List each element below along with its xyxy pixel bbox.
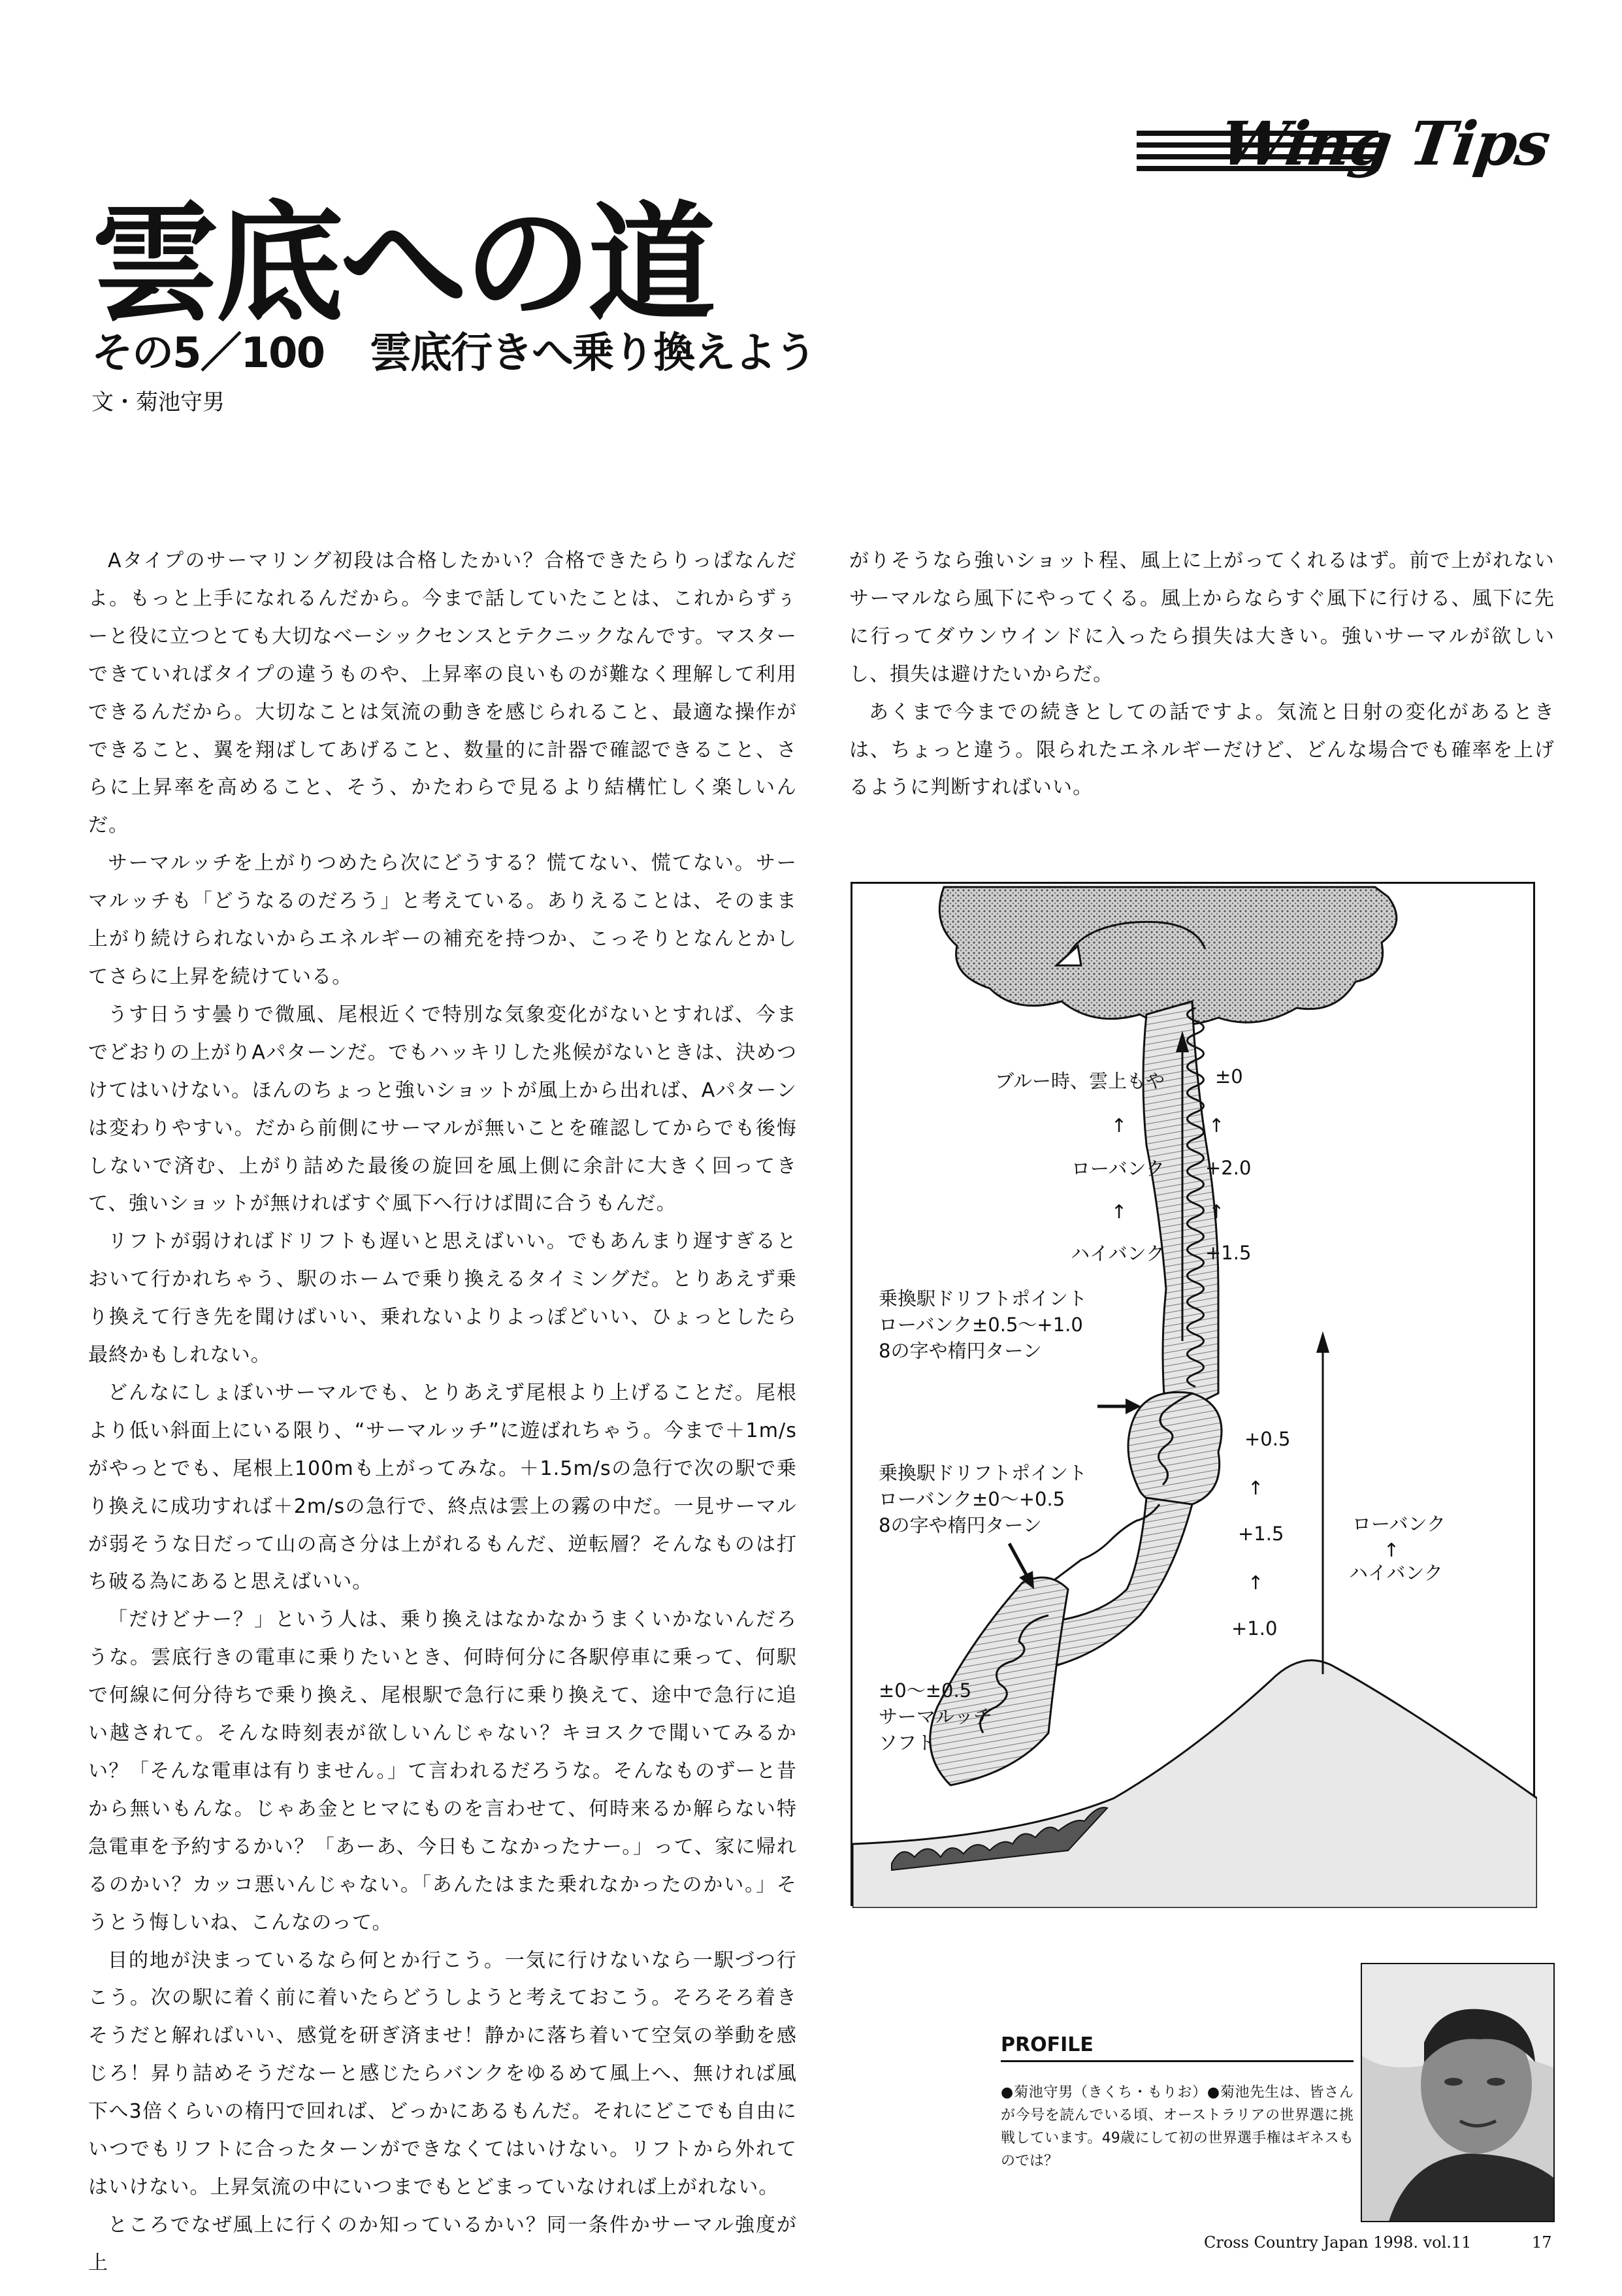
label-high-bank-upper: ハイバンク — [1071, 1242, 1165, 1265]
value-0-5: +0.5 — [1244, 1428, 1291, 1450]
label-high-bank-right: ハイバンク — [1349, 1562, 1443, 1584]
paragraph: 目的地が決まっているなら何とか行こう。一気に行けないなら一駅づつ行こう。次の駅に着く前に着いたらどうしようと考えておこう。そろそろ着きそうだと解ればいい、感覚を研ぎ済ませ！静かに落ち着いて空気の挙動を感じろ！昇り詰めそうだなーと感じたらバンクをゆるめて風上へ、無ければ風下へ3倍くらいの楕円で回れば、どっかにあるもんだ。それにどこでも自由にいつでもリフトに合ったターンができなくてはいけない。リフトから外れてはいけない。上昇気流の中にいつまでもとどまっていなければ上がれない。 — [88, 1948, 797, 2199]
paragraph: サーマルッチを上がりつめたら次にどうする？慌てない、慌てない。サーマルッチも「どうなるのだろう」と考えている。ありえることは、そのまま上がり続けられないからエネルギーの補充を持つか、こっそりとなんとかしてさらに上昇を続けている。 — [88, 852, 797, 988]
author-photo — [1361, 1963, 1555, 2222]
thermal-diagram — [851, 882, 1535, 1906]
bottom-line1: ±0〜±0.5 — [879, 1679, 972, 1702]
label-low-bank-upper: ローバンク — [1071, 1157, 1165, 1180]
paragraph: どんなにしょぼいサーマルでも、とりあえず尾根より上げることだ。尾根より低い斜面上にいる限り、“サーマルッチ”に遊ばれちゃう。今まで＋1m/sがやっとでも、尾根上100mも上がってみな。＋1.5m/sの急行で次の駅で乗り換えに成功すれば＋2m/sの急行で、終点は雲上の霧の中だ。一見サーマルが弱そうな日だって山の高さ分は上がれるもんだ、逆転層？そんなものは打ち破る為にあると思えばいい。 — [88, 1381, 797, 1594]
label-arrow: ↑ — [1111, 1114, 1127, 1137]
article-title: 雲底への道 — [91, 190, 713, 339]
value-zero: ±0 — [1215, 1065, 1243, 1088]
bottom-line3: ソフト — [879, 1732, 936, 1754]
thermal-diagram-illustration — [852, 884, 1537, 1908]
label-blue: ブルー時、雲上もや — [995, 1070, 1165, 1092]
station2-line1: 乗換駅ドリフトポイント — [879, 1462, 1088, 1484]
paragraph: リフトが弱ければドリフトも遅いと思えばいい。でもあんまり遅すぎるとおいて行かれちゃう、駅のホームで乗り換えるタイミングだ。とりあえず乗り換えて行き先を聞けばいい、乗れないよりよっぽどいい、ひょっとしたら最終かもしれない。 — [88, 1230, 797, 1367]
thermal-column-middle — [1048, 1498, 1192, 1668]
station1-line3: 8の字や楕円ターン — [879, 1340, 1042, 1362]
paragraph: あくまで今までの続きとしての話ですよ。気流と日射の変化があるときは、ちょっと違う。限られたエネルギーだけど、どんな場合でも確率を上げるように判断すればいい。 — [849, 700, 1555, 800]
paragraph: がりそうなら強いショット程、風上に上がってくれるはず。前で上がれないサーマルなら風下にやってくる。風上からならすぐ風下に行ける、風下に先に行ってダウンウインドに入ったら損失は大きい。強いサーマルが欲しいし、損失は避けたいからだ。 — [849, 549, 1555, 686]
body-column-right — [849, 542, 1555, 807]
byline: 文・菊池守男 — [91, 389, 225, 415]
subtitle-main: 雲底行きへ乗り換えよう — [370, 329, 816, 378]
value-arrow: ↑ — [1248, 1572, 1264, 1594]
paragraph: 「だけどナー？」という人は、乗り換えはなかなかうまくいかないんだろうな。雲底行きの電車に乗りたいとき、何時何分に各駅停車に乗って、何駅で何線に何分待ちで乗り換え、尾根駅で急行に乗り換えて、途中で急行に追い越されて。そんな時刻表が欲しいんじゃない？キヨスクで聞いてみるかい？「そんな電車は有りません。」て言われるだろうな。そんなものずーと昔から無いもんな。じゃあ金とヒマにものを言わせて、何時来るか解らない特急電車を予約するかい？「あーあ、今日もこなかったナー。」って、家に帰れるのかい？カッコ悪いんじゃない。「あんたはまた乗れなかったのかい。」そうとう悔しいね、こんなのって。 — [88, 1608, 797, 1934]
profile-text: ●菊池守男（きくち・もりお）●菊池先生は、皆さんが今号を読んでいる頃、オーストラリアの世界選に挑戦しています。49歳にして初の世界選手権はギネスものでは？ — [1001, 2084, 1354, 2169]
bottom-line2: サーマルッチ — [879, 1706, 993, 1728]
cloud-body — [939, 887, 1397, 1025]
station1-area — [1128, 1392, 1222, 1506]
value-1-5: +1.5 — [1205, 1242, 1252, 1264]
section-logo — [1137, 108, 1555, 183]
label-arrow: ↑ — [1111, 1201, 1127, 1223]
label-low-bank-right: ローバンク — [1352, 1513, 1446, 1535]
label-arrow: ↑ — [1383, 1539, 1400, 1561]
section-label: Wing Tips — [1215, 108, 1553, 179]
station1-line2: ローバンク±0.5〜+1.0 — [879, 1314, 1083, 1336]
profile-heading: PROFILE — [1001, 2033, 1094, 2056]
station2-line2: ローバンク±0〜+0.5 — [879, 1488, 1065, 1510]
footer-magazine: Cross Country Japan 1998. vol.11 — [1204, 2233, 1472, 2252]
article-subtitle — [91, 331, 815, 376]
value-1-0: +1.0 — [1231, 1617, 1278, 1640]
value-arrow: ↑ — [1208, 1114, 1225, 1137]
paragraph: ところでなぜ風上に行くのか知っているかい？同一条件かサーマル強度が上 — [88, 2213, 797, 2274]
body-column-left — [88, 542, 797, 2282]
station1-line1: 乗換駅ドリフトポイント — [879, 1287, 1088, 1310]
value-arrow: ↑ — [1208, 1201, 1225, 1223]
profile-rule — [1001, 2060, 1354, 2062]
author-portrait — [1362, 1964, 1555, 2222]
paragraph: うす日うす曇りで微風、尾根近くで特別な気象変化がないとすれば、今までどおりの上がりAパターンだ。でもハッキリした兆候がないときは、決めつけてはいけない。ほんのちょっと強いショットが風上から出れば、Aパターンは変わりやすい。だから前側にサーマルが無いことを確認してからでも後悔しないで済む、上がり詰めた最後の旋回を風上側に余計に大きく回ってきて、強いショットが無ければすぐ風下へ行けば間に合うもんだ。 — [88, 1003, 797, 1216]
value-2-0: +2.0 — [1205, 1157, 1252, 1179]
page-number: 17 — [1532, 2233, 1552, 2252]
subtitle-part: その5／100 — [91, 329, 325, 378]
paragraph: Aタイプのサーマリング初段は合格したかい？合格できたらりっぱなんだよ。もっと上手になれるんだから。今まで話していたことは、これからずぅーと役に立つとても大切なベーシックセンスとテクニックなんです。マスターできていればタイプの違うものや、上昇率の良いものが難なく理解して利用できるんだから。大切なことは気流の動きを感じられること、最適な操作ができること、翼を翔ばしてあげること、数量的に計器で確認できること、さらに上昇率を高めること、そう、かたわらで見るより結構忙しく楽しいんだ。 — [88, 549, 797, 837]
value-arrow: ↑ — [1248, 1477, 1264, 1499]
station2-pointer — [1009, 1544, 1029, 1579]
station2-line3: 8の字や楕円ターン — [879, 1514, 1042, 1536]
right-long-arrowhead — [1316, 1331, 1329, 1353]
value-1-5-mid: +1.5 — [1238, 1523, 1284, 1545]
thermal-column-upper — [1143, 1001, 1218, 1419]
